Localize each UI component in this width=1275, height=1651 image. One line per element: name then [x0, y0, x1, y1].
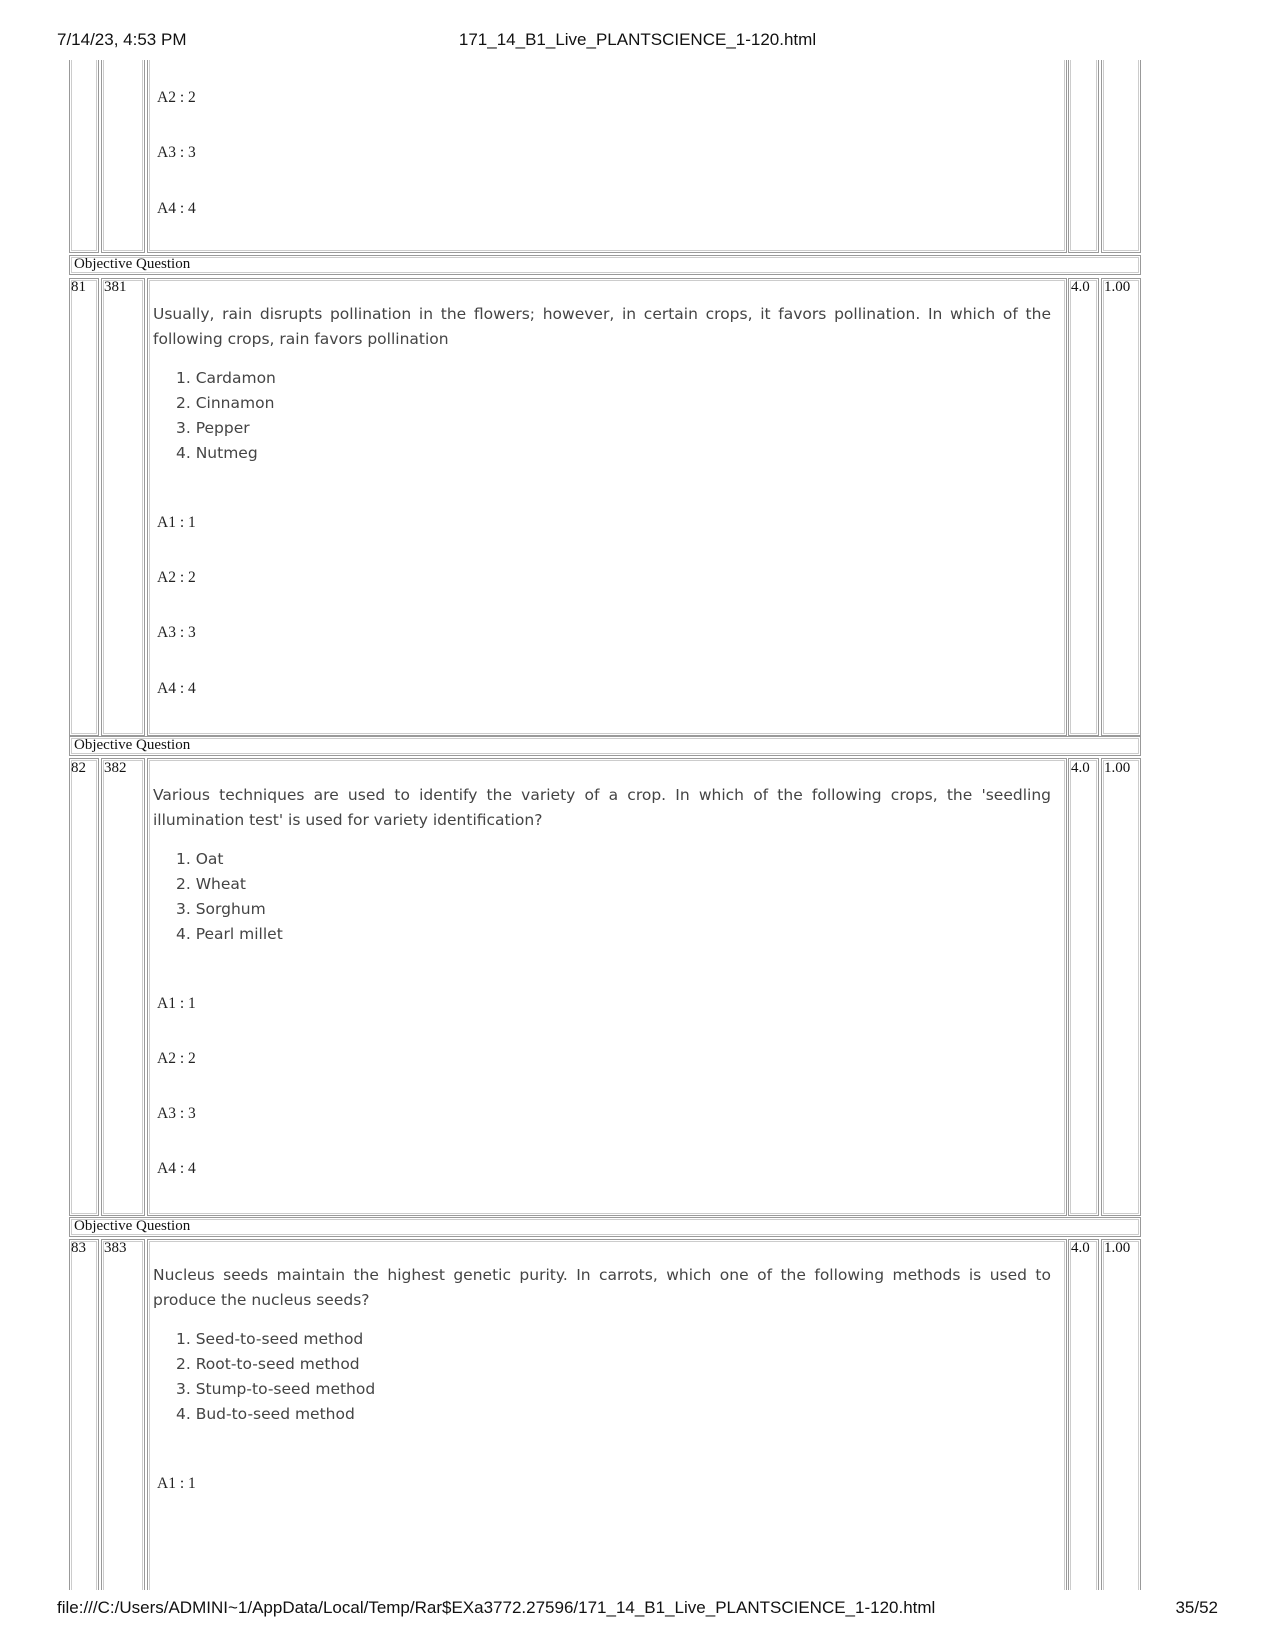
answer-choice: A1 : 1	[157, 1475, 196, 1492]
marks-cell	[1068, 1239, 1099, 1590]
option-item: 3. Sorghum	[176, 900, 266, 918]
marks-cell	[1068, 758, 1099, 1216]
qid-cell	[101, 758, 145, 1216]
section-label: Objective Question	[69, 1217, 1141, 1237]
question-id: 382	[104, 760, 127, 776]
question-text: Nucleus seeds maintain the highest genetic purity. In carrots, which one of the following methods is used to produce the nucleus seeds?	[153, 1266, 1051, 1309]
option-list	[176, 847, 283, 947]
option-item: 3. Stump-to-seed method	[176, 1380, 376, 1398]
print-title: 171_14_B1_Live_PLANTSCIENCE_1-120.html	[458, 30, 817, 49]
option-list	[176, 366, 276, 466]
print-file-path: file:///C:/Users/ADMINI~1/AppData/Local/Temp/Rar$EXa3772.27596/171_14_B1_Live_PLANTSCIENCE_1-120.html	[57, 1598, 936, 1617]
answer-choice: A2 : 2	[157, 569, 196, 586]
question-serial: 83	[71, 1240, 86, 1256]
answer-choice: A4 : 4	[157, 680, 196, 697]
sno-cell	[69, 278, 99, 736]
option-item: 1. Oat	[176, 850, 224, 868]
qid-cell	[101, 278, 145, 736]
sno-cell	[69, 1239, 99, 1590]
option-list	[176, 1327, 375, 1427]
question-table	[69, 60, 1206, 1590]
answer-choice: A4 : 4	[157, 200, 196, 217]
answer-choice: A2 : 2	[157, 89, 196, 106]
answer-choice: A1 : 1	[157, 995, 196, 1012]
option-item: 1. Seed-to-seed method	[176, 1330, 364, 1348]
negative-marks-cell	[1101, 278, 1141, 736]
option-item: 4. Nutmeg	[176, 444, 258, 462]
sno-cell	[69, 60, 99, 253]
question-text: Various techniques are used to identify the variety of a crop. In which of the following crops, the 'seedling illumination test' is used for variety identification?	[153, 786, 1051, 829]
answer-choice: A1 : 1	[157, 514, 196, 531]
answer-choice: A3 : 3	[157, 144, 196, 161]
option-item: 4. Bud-to-seed method	[176, 1405, 355, 1423]
option-item: 2. Wheat	[176, 875, 246, 893]
question-serial: 82	[71, 760, 86, 776]
negative-marks-cell	[1101, 758, 1141, 1216]
option-item: 4. Pearl millet	[176, 925, 283, 943]
question-serial: 81	[71, 279, 86, 295]
negative-marks-value: 1.00	[1104, 1240, 1131, 1256]
question-id: 381	[104, 279, 127, 295]
option-item: 3. Pepper	[176, 419, 250, 437]
option-item: 2. Cinnamon	[176, 394, 275, 412]
qid-cell	[101, 1239, 145, 1590]
answer-choice: A3 : 3	[157, 1105, 196, 1122]
page-number: 35/52	[1175, 1598, 1218, 1617]
negative-marks-value: 1.00	[1104, 279, 1131, 295]
question-id: 383	[104, 1240, 127, 1256]
option-item: 1. Cardamon	[176, 369, 276, 387]
section-label: Objective Question	[69, 736, 1141, 756]
question-text: Usually, rain disrupts pollination in the flowers; however, in certain crops, it favors pollination. In which of the following crops, rain favors pollination	[153, 305, 1051, 348]
negative-marks-value: 1.00	[1104, 760, 1131, 776]
answer-choice: A3 : 3	[157, 624, 196, 641]
section-label: Objective Question	[69, 255, 1141, 275]
qid-cell	[101, 60, 145, 253]
answer-choice: A4 : 4	[157, 1160, 196, 1177]
negative-marks-cell	[1101, 1239, 1141, 1590]
marks-cell	[1068, 278, 1099, 736]
option-item: 2. Root-to-seed method	[176, 1355, 360, 1373]
marks-value: 4.0	[1071, 1240, 1090, 1256]
print-datetime: 7/14/23, 4:53 PM	[57, 30, 187, 49]
negative-marks-cell	[1101, 60, 1141, 253]
marks-cell	[1068, 60, 1099, 253]
answer-choice: A2 : 2	[157, 1050, 196, 1067]
sno-cell	[69, 758, 99, 1216]
marks-value: 4.0	[1071, 760, 1090, 776]
question-cell	[147, 60, 1067, 253]
marks-value: 4.0	[1071, 279, 1090, 295]
